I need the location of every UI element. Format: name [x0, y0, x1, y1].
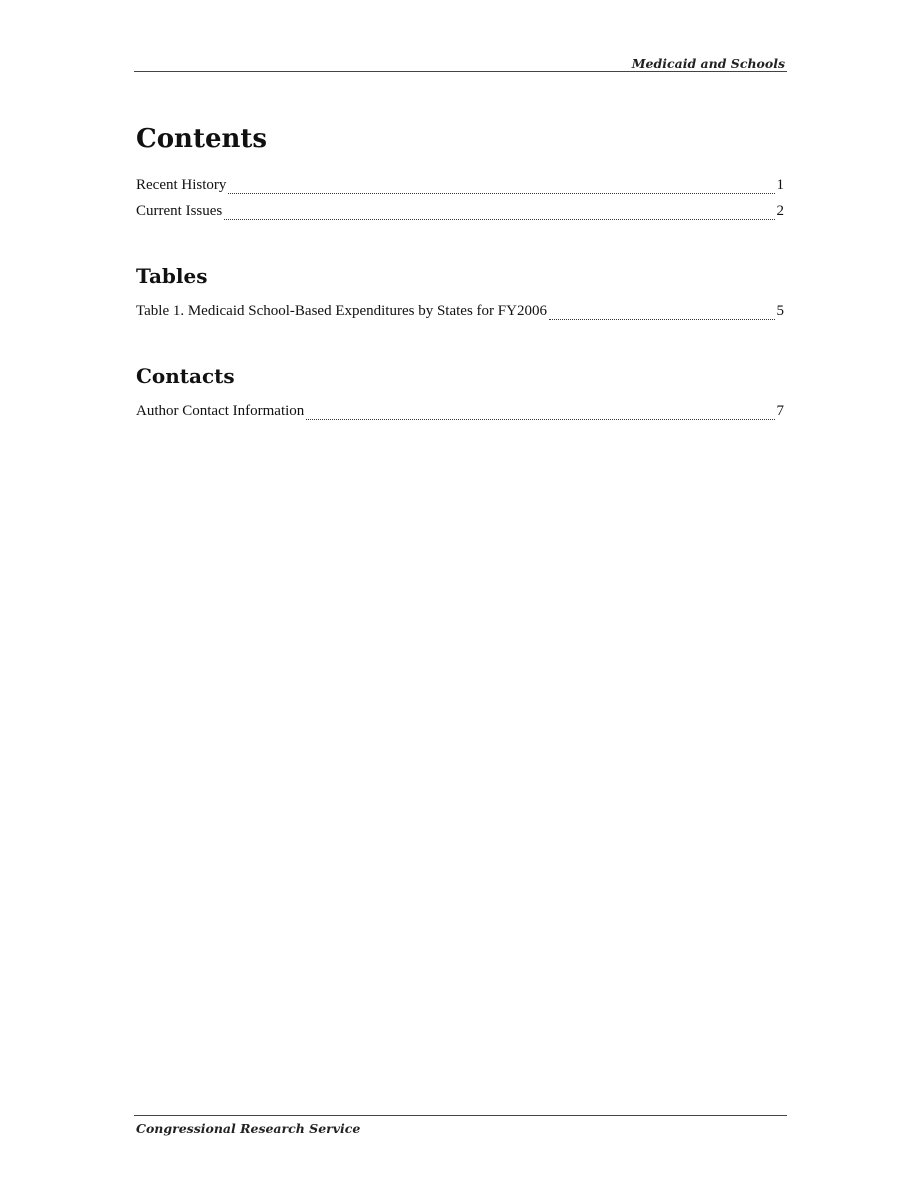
contents-list	[136, 177, 784, 229]
header-rule	[134, 71, 787, 72]
toc-entry-page: 7	[776, 403, 784, 419]
toc-leader-dots	[306, 418, 774, 420]
toc-entry-current-issues[interactable]	[136, 203, 784, 229]
running-footer: Congressional Research Service	[136, 1121, 361, 1136]
contacts-heading: Contacts	[136, 364, 235, 388]
toc-leader-dots	[228, 192, 774, 194]
toc-entry-label: Recent History	[136, 177, 227, 193]
toc-entry-label: Current Issues	[136, 203, 223, 219]
toc-leader-dots	[224, 218, 774, 220]
toc-entry-page: 2	[776, 203, 784, 219]
toc-entry-page: 1	[776, 177, 784, 193]
toc-entry-recent-history[interactable]	[136, 177, 784, 203]
toc-leader-dots	[549, 318, 775, 320]
tables-heading: Tables	[136, 264, 208, 288]
footer-rule	[134, 1115, 787, 1116]
contents-heading: Contents	[136, 124, 268, 154]
toc-entry-page: 5	[776, 303, 784, 319]
tables-list	[136, 303, 784, 329]
toc-entry-table-1[interactable]	[136, 303, 784, 329]
toc-entry-label: Table 1. Medicaid School-Based Expenditures by States for FY2006	[136, 303, 547, 319]
contacts-list	[136, 403, 784, 429]
running-header: Medicaid and Schools	[631, 56, 785, 71]
toc-entry-author-contact[interactable]	[136, 403, 784, 429]
toc-entry-label: Author Contact Information	[136, 403, 305, 419]
